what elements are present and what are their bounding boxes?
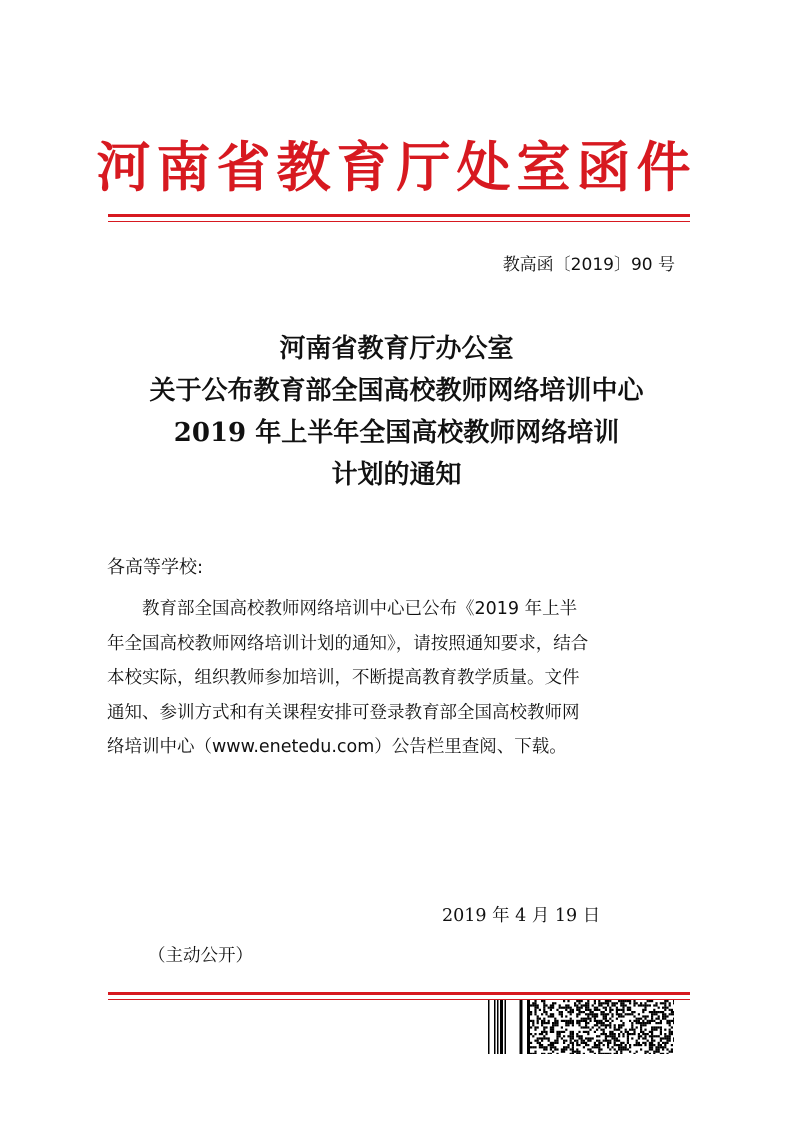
body-line: 教育部全国高校教师网络培训中心已公布《2019 年上半	[107, 599, 578, 619]
document-number: 教高函〔2019〕90 号	[502, 255, 675, 275]
top-red-rule-thick	[108, 214, 690, 217]
salutation: 各高等学校:	[107, 557, 204, 578]
title-line: 河南省教育厅办公室	[279, 334, 514, 364]
body-paragraph	[107, 592, 673, 765]
bottom-red-rule-thick	[108, 992, 690, 995]
disclosure-note: （主动公开）	[148, 946, 253, 966]
title-line: 关于公布教育部全国高校教师网络培训中心	[149, 376, 644, 406]
top-red-rule-thin	[108, 221, 690, 222]
body-line: 本校实际，组织教师参加培训，不断提高教育教学质量。文件	[107, 668, 580, 688]
document-title	[0, 328, 793, 496]
body-line: 年全国高校教师网络培训计划的通知》，请按照通知要求，结合	[107, 633, 589, 654]
body-line: 通知、参训方式和有关课程安排可登录教育部全国高校教师网	[107, 702, 580, 723]
barcode-icon	[488, 1000, 674, 1054]
body-line: 络培训中心（www.enetedu.com）公告栏里查阅、下载。	[107, 737, 567, 757]
issue-date: 2019 年 4 月 19 日	[442, 906, 601, 926]
masthead-title: 河南省教育厅处室函件	[96, 136, 697, 199]
title-line: 计划的通知	[331, 460, 462, 490]
title-line: 2019 年上半年全国高校教师网络培训	[173, 418, 620, 448]
